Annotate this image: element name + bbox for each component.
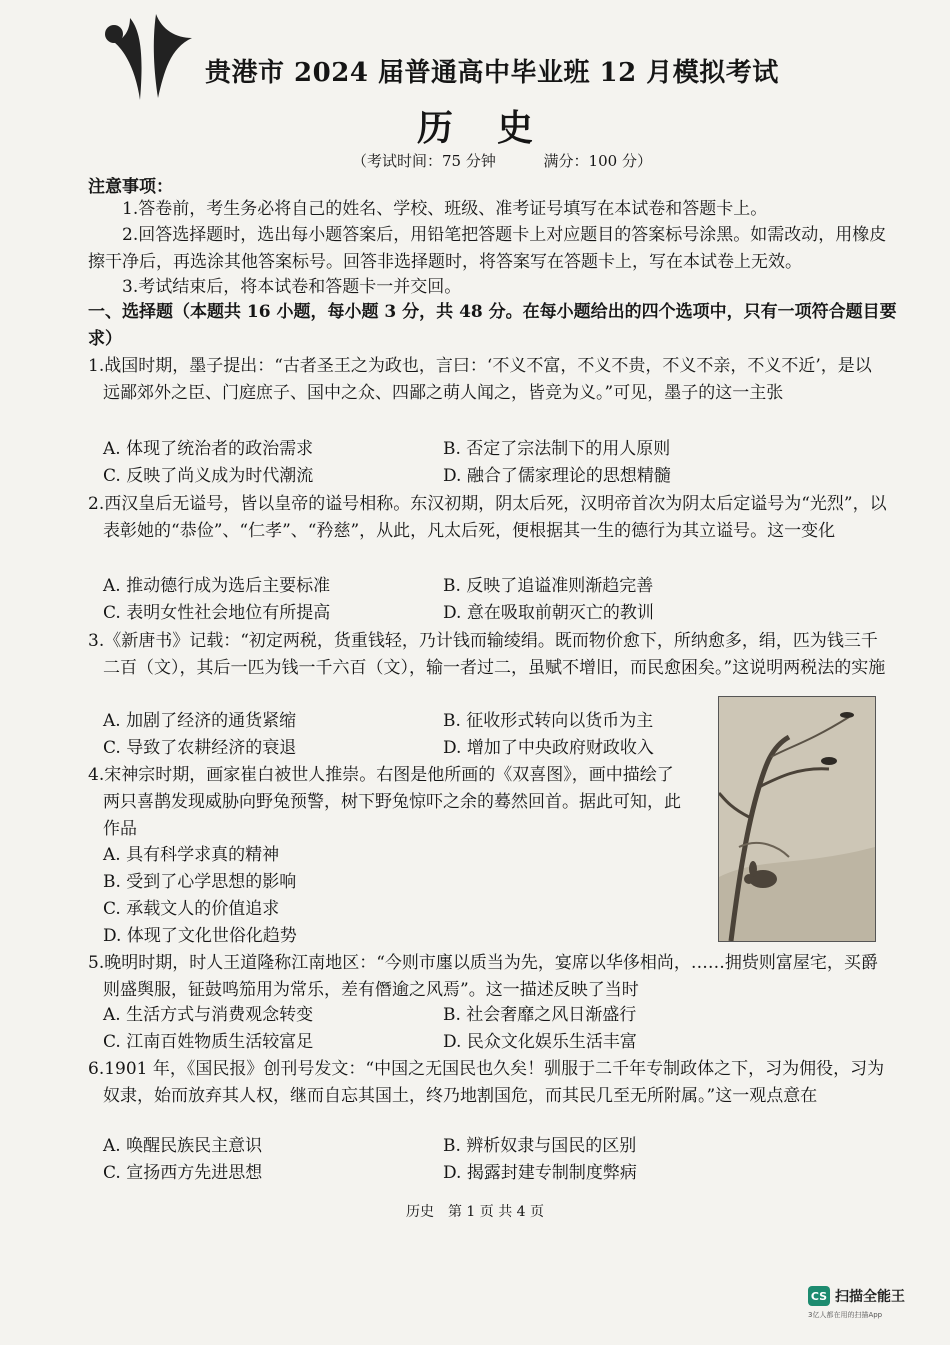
twin-magpies-painting (718, 696, 876, 942)
question-1 (88, 353, 888, 407)
option-d: D. 融合了儒家理论的思想精髓 (443, 466, 671, 486)
option-b: B. 辨析奴隶与国民的区别 (443, 1136, 637, 1156)
question-6-options (103, 1133, 903, 1187)
question-1-options (103, 436, 903, 490)
option-b: B. 否定了宗法制下的用人原则 (443, 439, 671, 459)
question-4 (88, 762, 688, 843)
question-3 (88, 628, 888, 682)
question-4-options (103, 842, 603, 950)
option-a: A. 具有科学求真的精神 (103, 845, 280, 865)
option-d: D. 意在吸取前朝灭亡的教训 (443, 603, 654, 623)
option-c: C. 表明女性社会地位有所提高 (103, 603, 331, 623)
question-2 (88, 491, 888, 545)
option-b: B. 社会奢靡之风日渐盛行 (443, 1005, 637, 1025)
exam-info (352, 150, 652, 171)
exam-logo (100, 12, 198, 104)
option-a: A. 体现了统治者的政治需求 (103, 439, 314, 459)
question-stem: 2.西汉皇后无谥号，皆以皇帝的谥号相称。东汉初期，阴太后死，汉明帝首次为阴太后定谥号为“光烈”，以表彰她的“恭俭”、“仁孝”、“矜慈”，从此，凡太后死，便根据其一生的德行为其立谥号。这一变化 (88, 494, 887, 541)
option-b: B. 征收形式转向以货币为主 (443, 711, 654, 731)
option-b: B. 受到了心学思想的影响 (103, 872, 297, 892)
camscanner-logo-icon: CS (808, 1286, 830, 1306)
subject-title: 历史 (416, 107, 577, 149)
exam-title: 贵港市 2024 届普通高中毕业班 12 月模拟考试 (205, 58, 779, 88)
option-c: C. 导致了农耕经济的衰退 (103, 738, 297, 758)
option-a: A. 唤醒民族民主意识 (103, 1136, 263, 1156)
option-a: A. 加剧了经济的通货紧缩 (103, 711, 297, 731)
question-6 (88, 1056, 888, 1110)
question-stem: 5.晚明时期，时人王道隆称江南地区：“今则市廛以质当为先，宴席以华侈相尚，……拥赀则富屋宅，买爵则盛舆服，钲鼓鸣笳用为常乐，差有僭逾之风焉”。这一描述反映了当时 (88, 953, 878, 1000)
note-3: 3.考试结束后，将本试卷和答题卡一并交回。 (122, 277, 462, 297)
option-d: D. 揭露封建专制制度弊病 (443, 1163, 637, 1183)
question-5-options (103, 1002, 903, 1056)
note-1: 1.答卷前，考生务必将自己的姓名、学校、班级、准考证号填写在本试卷和答题卡上。 (122, 199, 768, 219)
notes-heading: 注意事项： (88, 177, 173, 197)
option-d: D. 民众文化娱乐生活丰富 (443, 1032, 637, 1052)
scanner-tagline: 3亿人都在用的扫描App (808, 1311, 883, 1319)
scanner-app-name: 扫描全能王 (835, 1289, 905, 1305)
option-a: A. 推动德行成为选后主要标准 (103, 576, 331, 596)
scanner-watermark (808, 1286, 905, 1320)
option-b: B. 反映了追谥准则渐趋完善 (443, 576, 654, 596)
note-2: 2.回答选择题时，选出每小题答案后，用铅笔把答题卡上对应题目的答案标号涂黑。如需改动，用橡皮擦干净后，再选涂其他答案标号。回答非选择题时，将答案写在答题卡上，写在本试卷上无效。 (88, 225, 887, 272)
question-stem: 6.1901 年，《国民报》创刊号发文：“中国之无国民也久矣！驯服于二千年专制政体之下，习为佣役，习为奴隶，始而放弃其人权，继而自忘其国土，终乃地割国危，而其民几至无所附属。”这一观点意在 (88, 1059, 885, 1106)
option-c: C. 承载文人的价值追求 (103, 899, 280, 919)
question-stem: 4.宋神宗时期，画家崔白被世人推崇。右图是他所画的《双喜图》，画中描绘了两只喜鹊发现威胁向野兔预警，树下野兔惊吓之余的蓦然回首。据此可知，此作品 (88, 765, 681, 839)
option-c: C. 宣扬西方先进思想 (103, 1163, 263, 1183)
option-a: A. 生活方式与消费观念转变 (103, 1005, 314, 1025)
section-heading: 一、选择题（本题共 16 小题，每小题 3 分，共 48 分。在每小题给出的四个选项中，只有一项符合题目要求） (88, 302, 897, 349)
question-stem: 1.战国时期，墨子提出：“古者圣王之为政也，言曰：‘不义不富，不义不贵，不义不亲，不义不近’，是以远鄙郊外之臣、门庭庶子、国中之众、四鄙之萌人闻之，皆竞为义。”可见，墨子的这一主张 (88, 356, 872, 403)
option-d: D. 体现了文化世俗化趋势 (103, 926, 297, 946)
option-c: C. 反映了尚义成为时代潮流 (103, 466, 314, 486)
option-c: C. 江南百姓物质生活较富足 (103, 1032, 314, 1052)
option-d: D. 增加了中央政府财政收入 (443, 738, 654, 758)
exam-time: （考试时间：75 分钟 (352, 152, 496, 170)
question-2-options (103, 573, 903, 627)
page-footer: 历史 第 1 页 共 4 页 (405, 1204, 545, 1220)
question-3-options (103, 708, 703, 762)
full-score: 满分：100 分） (543, 152, 652, 170)
question-stem: 3.《新唐书》记载：“初定两税，货重钱轻，乃计钱而输绫绢。既而物价愈下，所纳愈多，绢，匹为钱三千二百（文），其后一匹为钱一千六百（文），输一者过二，虽赋不增旧，而民愈困矣。”这说明两税法的实施 (88, 631, 886, 678)
question-5 (88, 950, 888, 1004)
